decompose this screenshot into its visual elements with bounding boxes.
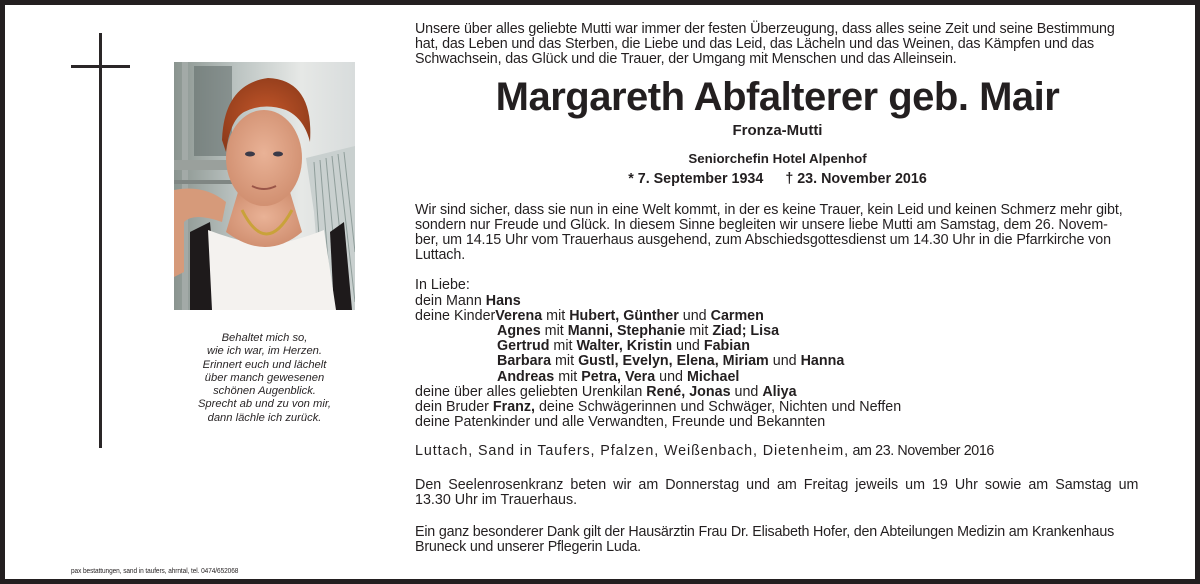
thanks-paragraph xyxy=(415,525,1140,555)
intro-line: Schwachsein, das Glück und die Trauer, der Umgang mit Menschen und das Alleinsein. xyxy=(415,51,957,68)
memorial-poem xyxy=(169,332,360,425)
conjunction: und xyxy=(730,383,763,400)
intro-line: Unsere über alles geliebte Mutti war immer der festen Überzeugung, dass alles seine Zeit und seine Bestimmung xyxy=(415,21,1115,37)
poem-line: Sprecht ab und zu von mir, xyxy=(197,398,332,411)
mourner-name: Andreas xyxy=(497,368,555,385)
mourner-children-row xyxy=(415,309,1140,324)
portrait-photo xyxy=(174,62,355,310)
rosary-line: Den Seelenrosenkranz beten wir am Donnerstag und am Freitag jeweils um 19 Uhr sowie am Samstag um xyxy=(415,476,1139,493)
mourner-name: Gertrud xyxy=(497,338,550,355)
mourner-name: Carmen xyxy=(710,307,764,324)
mourner-name: Michael xyxy=(686,368,740,385)
mourner-others: deine Patenkinder und alle Verwandten, Freunde und Bekannten xyxy=(415,414,826,431)
mourner-husband xyxy=(415,294,1140,309)
rosary-paragraph xyxy=(415,478,1140,508)
obituary-notice xyxy=(5,5,1195,579)
mourner-brother xyxy=(415,400,1140,415)
poem-line: wie ich war, im Herzen. xyxy=(206,345,322,358)
mourner-name: Agnes xyxy=(497,322,541,339)
mourner-name: Aliya xyxy=(762,383,797,400)
relation-label: deine Schwägerinnen und Schwäger, Nichten und Neffen xyxy=(535,398,902,415)
relation-label: dein Mann xyxy=(415,292,486,309)
poem-line: dann lächle ich zurück. xyxy=(207,411,322,424)
obituary-text xyxy=(415,22,1140,555)
life-dates xyxy=(415,170,1140,188)
conjunction: mit xyxy=(551,353,579,370)
conjunction: und xyxy=(672,338,704,355)
mourner-name: Hanna xyxy=(800,353,845,370)
child-line xyxy=(415,324,1140,339)
mourner-name: Barbara xyxy=(497,353,552,370)
poem-line: schönen Augenblick. xyxy=(213,385,316,398)
mourner-name: Manni, Stephanie xyxy=(567,322,686,339)
poem-line: Erinnert euch und lächelt xyxy=(202,358,327,371)
places: Luttach, Sand in Taufers, Pfalzen, Weißenbach, Dietenheim, xyxy=(415,443,849,460)
service-details-paragraph xyxy=(415,203,1140,264)
mourner-name: Hans xyxy=(485,292,521,309)
deceased-role: Seniorchefin Hotel Alpenhof xyxy=(688,150,867,166)
poem-line: Behaltet mich so, xyxy=(221,332,308,344)
notice-date: am 23. November 2016 xyxy=(848,443,994,460)
conjunction: mit xyxy=(542,307,570,324)
mourner-name: Hubert, Günther xyxy=(569,307,679,324)
deceased-nickname: Fronza-Mutti xyxy=(732,121,823,139)
conjunction: mit xyxy=(540,322,568,339)
conjunction: mit xyxy=(685,322,713,339)
child-line xyxy=(415,370,1140,385)
mourner-name: Ziad; Lisa xyxy=(712,322,780,339)
mourner-name: Fabian xyxy=(703,338,750,355)
intro-line: hat, das Leben und das Sterben, die Liebe und das Leid, das Lächeln und das Weinen, das Kämpfen und das xyxy=(415,36,1094,53)
thanks-line: Ein ganz besonderer Dank gilt der Hausärztin Frau Dr. Elisabeth Hofer, den Abteilungen Medizin am Krankenhaus xyxy=(415,523,1115,540)
conjunction: und xyxy=(655,368,687,385)
relation-label: deine Kinder xyxy=(415,307,496,324)
rosary-line: 13.30 Uhr im Trauerhaus. xyxy=(415,491,578,508)
funeral-home-credit: pax bestattungen, sand in taufers, ahrntal, tel. 0474/652068 xyxy=(71,566,239,575)
details-line: ber, um 14.15 Uhr vom Trauerhaus ausgehend, zum Abschiedsgottesdienst um 14.30 Uhr in die Pfarrkirche von xyxy=(415,232,1111,249)
intro-paragraph xyxy=(415,22,1140,68)
mourner-name: Franz, xyxy=(492,398,535,415)
conjunction: mit xyxy=(554,368,582,385)
child-line xyxy=(495,308,764,324)
mourner-great-grandchildren xyxy=(415,385,1140,400)
cross-icon-bar xyxy=(71,65,130,68)
mourner-name: Walter, Kristin xyxy=(576,338,673,355)
poem-line: über manch gewesenen xyxy=(204,371,325,384)
details-line: sondern nur Freude und Glück. In diesem Sinne begleiten wir unsere liebe Mutti am Samstag, dem 26. Novem- xyxy=(415,216,1108,233)
portrait-image xyxy=(174,62,355,310)
mourner-name: Verena xyxy=(495,307,543,324)
conjunction: und xyxy=(768,353,801,370)
deceased-name: Margareth Abfalterer geb. Mair xyxy=(495,74,1060,119)
mourners-list xyxy=(415,278,1140,430)
conjunction: und xyxy=(678,307,711,324)
mourner-name: René, Jonas xyxy=(646,383,731,400)
birth-date: * 7. September 1934 xyxy=(628,170,764,187)
details-line: Wir sind sicher, dass sie nun in eine Welt kommt, in der es keine Trauer, kein Leid und keinen Schmerz mehr gibt, xyxy=(415,201,1123,218)
child-line xyxy=(415,339,1140,354)
child-line xyxy=(415,354,1140,369)
mourner-name: Petra, Vera xyxy=(581,368,656,385)
relation-label: dein Bruder xyxy=(415,398,493,415)
conjunction: mit xyxy=(549,338,577,355)
death-date: † 23. November 2016 xyxy=(785,170,927,187)
place-and-date xyxy=(415,444,1140,459)
details-line: Luttach. xyxy=(415,247,466,264)
mourner-name: Gustl, Evelyn, Elena, Miriam xyxy=(578,353,769,370)
mourners-heading: In Liebe: xyxy=(415,277,470,294)
thanks-line: Bruneck und unserer Pflegerin Luda. xyxy=(415,539,641,556)
relation-label: deine über alles geliebten Urenkilan xyxy=(415,383,647,400)
cross-icon xyxy=(99,33,102,448)
